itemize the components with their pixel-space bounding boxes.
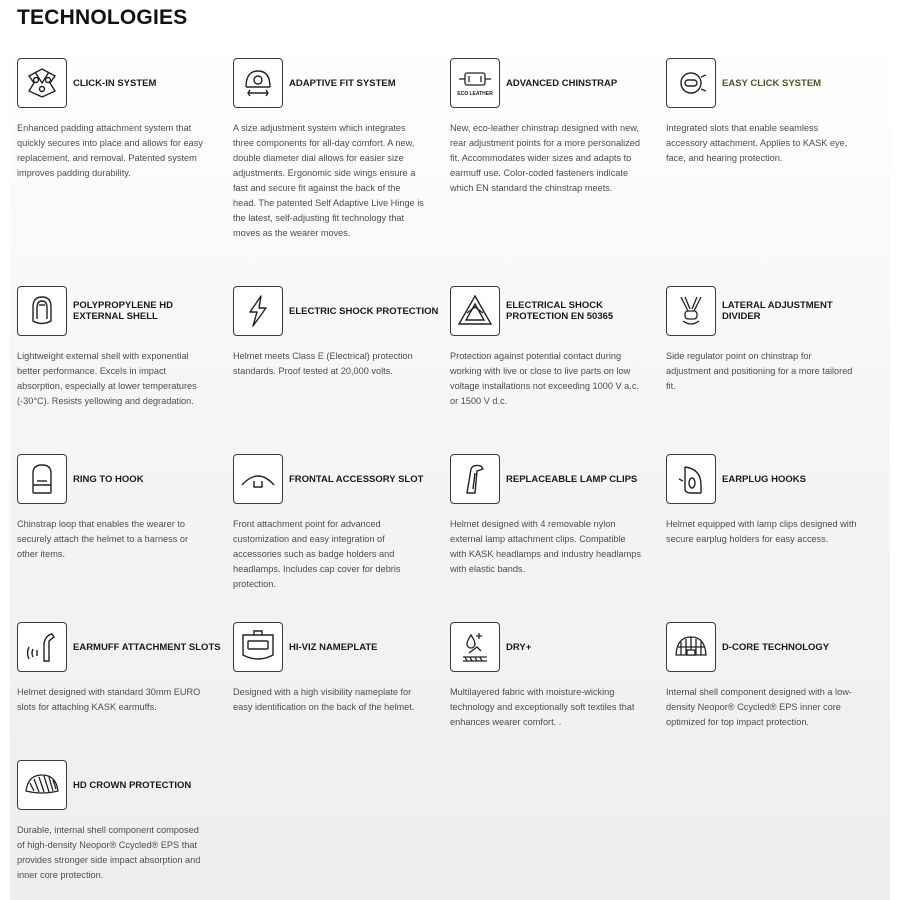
feature-title: CLICK-IN SYSTEM: [73, 77, 157, 89]
feature-title: ELECTRIC SHOCK PROTECTION: [289, 305, 439, 317]
feature-title: ADAPTIVE FIT SYSTEM: [289, 77, 396, 89]
strap-divider-icon: [666, 286, 716, 336]
ring-hook-icon: [17, 454, 67, 504]
frontal-slot-icon: [233, 454, 283, 504]
feature-description: Internal shell component designed with a low-density Neopor® Ccycled® EPS inner core optimized for top impact protection.: [666, 687, 852, 727]
feature-title: DRY+: [506, 641, 532, 653]
helmet-shell-icon: [17, 286, 67, 336]
padding-clip-icon: [17, 58, 67, 108]
feature-description: Front attachment point for advanced customization and easy integration of accessories such as badge holders and headlamps. Includes cap cover for debris protection.: [233, 519, 401, 589]
feature-description: Helmet meets Class E (Electrical) protection standards. Proof tested at 20,000 volts.: [233, 351, 413, 376]
feature-description: Integrated slots that enable seamless accessory attachment. Applies to KASK eye, face, and hearing protection.: [666, 123, 848, 163]
feature-description: Multilayered fabric with moisture-wicking technology and exceptionally soft textiles that enhances wearer comfort. .: [450, 687, 635, 727]
crown-shell-icon: [17, 760, 67, 810]
feature-description: New, eco-leather chinstrap designed with new, rear adjustment points for a more personalized fit. Accommodates wider sizes and adapts to earmuff use. Color-coded fasteners indicate which EN standard the chinstrap meets.: [450, 123, 640, 193]
lamp-clip-icon: [450, 454, 500, 504]
core-dome-icon: [666, 622, 716, 672]
feature-description: Helmet designed with 4 removable nylon external lamp attachment clips. Compatible with KASK headlamps and industry headlamps with elastic bands.: [450, 519, 642, 574]
feature-title: ELECTRICAL SHOCK PROTECTION EN 50365: [506, 300, 614, 322]
nameplate-icon: [233, 622, 283, 672]
feature-description: Durable, internal shell component composed of high-density Neopor® Ccycled® EPS that provides stronger side impact absorption and inner core protection.: [17, 825, 201, 880]
feature-title: REPLACEABLE LAMP CLIPS: [506, 473, 638, 485]
feature-description: A size adjustment system which integrates three components for all-day comfort. A new, double diameter dial allows for easier size adjustments. Ergonomic side wings ensure a fast and secure fit against the back of the head. The patented Self Adaptive Live Hinge is the latest, self-adjusting fit technology that moves as the wearer moves.: [233, 123, 424, 238]
feature-description: Protection against potential contact during working with live or close to live parts on low voltage installations not exceeding 1000 V a.c. or 1500 V d.c.: [450, 351, 639, 406]
feature-description: Lightweight external shell with exponential better performance. Excels in impact absorption, especially at lower temperatures (-30°C). Resists yellowing and degradation.: [17, 351, 197, 406]
page-title: TECHNOLOGIES: [17, 6, 188, 29]
feature-description: Enhanced padding attachment system that quickly secures into place and allows for easy replacement, and removal. Patented system improves padding durability.: [17, 123, 203, 178]
feature-title: EASY CLICK SYSTEM: [722, 77, 822, 89]
feature-title: HD CROWN PROTECTION: [73, 779, 192, 791]
feature-description: Chinstrap loop that enables the wearer to securely attach the helmet to a harness or other items.: [17, 519, 189, 559]
earplug-hook-icon: [666, 454, 716, 504]
feature-title: EARPLUG HOOKS: [722, 473, 806, 485]
feature-title: RING TO HOOK: [73, 473, 144, 485]
lightning-bolt-icon: [233, 286, 283, 336]
click-slot-icon: [666, 58, 716, 108]
chinstrap-buckle-icon: [450, 58, 500, 108]
feature-title: LATERAL ADJUSTMENT DIVIDER: [722, 300, 833, 322]
triangle-warning-icon: [450, 286, 500, 336]
feature-description: Helmet designed with standard 30mm EURO slots for attaching KASK earmuffs.: [17, 687, 201, 712]
moisture-fabric-icon: [450, 622, 500, 672]
feature-title: HI-VIZ NAMEPLATE: [289, 641, 378, 653]
feature-title: D-CORE TECHNOLOGY: [722, 641, 830, 653]
eco-leather-caption: ECO LEATHER: [457, 91, 493, 97]
feature-title: POLYPROPYLENE HD EXTERNAL SHELL: [73, 300, 173, 322]
earmuff-slot-icon: [17, 622, 67, 672]
feature-description: Designed with a high visibility nameplate for easy identification on the back of the helmet.: [233, 687, 415, 712]
feature-title: ADVANCED CHINSTRAP: [506, 77, 618, 89]
helmet-dial-icon: [233, 58, 283, 108]
feature-description: Side regulator point on chinstrap for adjustment and positioning for a more tailored fit.: [666, 351, 853, 391]
feature-title: FRONTAL ACCESSORY SLOT: [289, 473, 424, 485]
feature-title: EARMUFF ATTACHMENT SLOTS: [73, 641, 221, 653]
feature-description: Helmet equipped with lamp clips designed with secure earplug holders for easy access.: [666, 519, 857, 544]
